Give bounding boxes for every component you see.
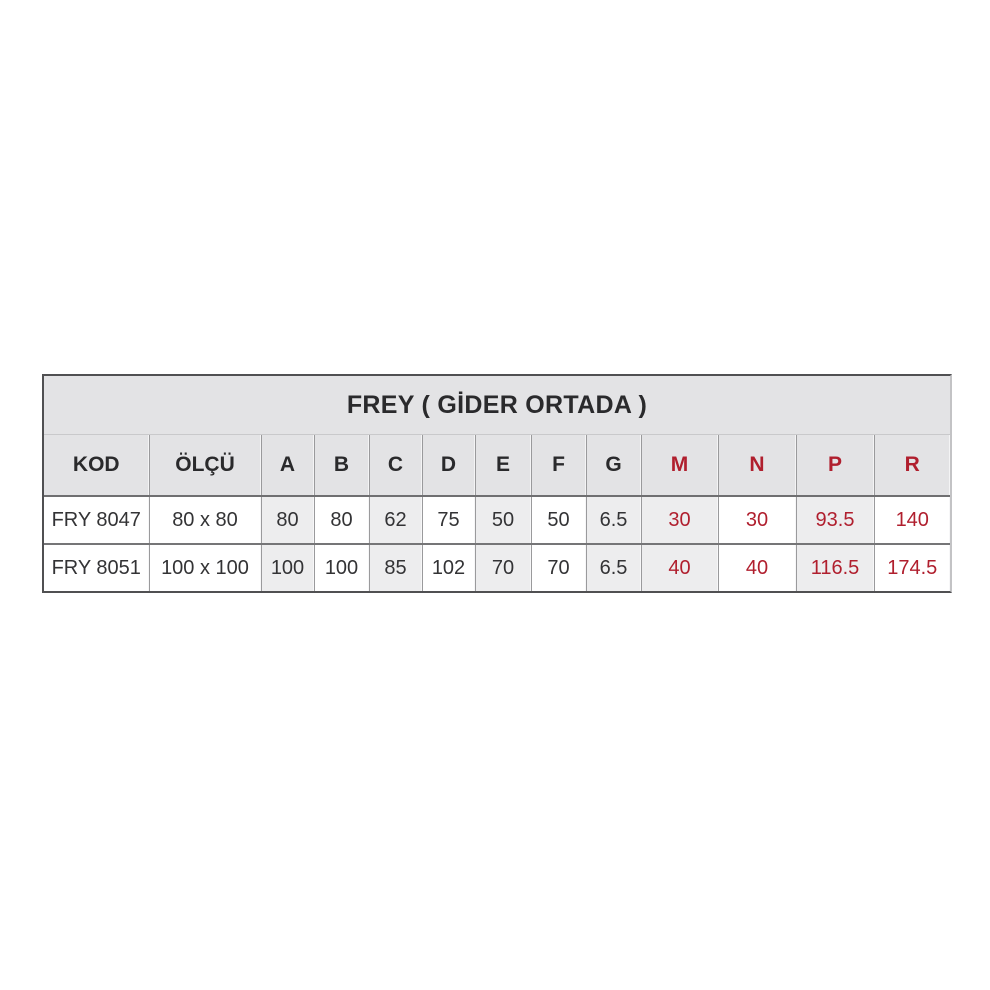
column-header-g: G	[586, 435, 641, 496]
cell-m: 30	[641, 496, 718, 544]
cell-f: 50	[531, 496, 586, 544]
cell-d: 102	[422, 544, 475, 591]
column-header-kod: KOD	[44, 435, 149, 496]
table-row-fry-8051	[44, 544, 950, 591]
column-header-m: M	[641, 435, 718, 496]
header-row	[44, 435, 950, 496]
cell-b: 80	[314, 496, 369, 544]
cell-kod: FRY 8047	[44, 496, 149, 544]
table-row-fry-8047	[44, 496, 950, 544]
cell-p: 116.5	[796, 544, 874, 591]
column-header-d: D	[422, 435, 475, 496]
column-header-r: R	[874, 435, 950, 496]
column-header-p: P	[796, 435, 874, 496]
column-header-c: C	[369, 435, 422, 496]
column-header-f: F	[531, 435, 586, 496]
cell-kod: FRY 8051	[44, 544, 149, 591]
cell-n: 40	[718, 544, 796, 591]
cell-g: 6.5	[586, 496, 641, 544]
table-title: FREY ( GİDER ORTADA )	[44, 376, 950, 435]
cell-m: 40	[641, 544, 718, 591]
cell-e: 50	[475, 496, 531, 544]
cell-b: 100	[314, 544, 369, 591]
cell-c: 62	[369, 496, 422, 544]
cell-p: 93.5	[796, 496, 874, 544]
cell-r: 174.5	[874, 544, 950, 591]
cell-a: 80	[261, 496, 314, 544]
column-header-a: A	[261, 435, 314, 496]
cell-c: 85	[369, 544, 422, 591]
cell-a: 100	[261, 544, 314, 591]
column-header-n: N	[718, 435, 796, 496]
spec-grid	[44, 435, 950, 591]
cell-f: 70	[531, 544, 586, 591]
cell-e: 70	[475, 544, 531, 591]
column-header-e: E	[475, 435, 531, 496]
cell-d: 75	[422, 496, 475, 544]
cell-olcu: 100 x 100	[149, 544, 261, 591]
column-header-olcu: ÖLÇÜ	[149, 435, 261, 496]
column-header-b: B	[314, 435, 369, 496]
product-spec-table	[42, 374, 952, 593]
cell-n: 30	[718, 496, 796, 544]
cell-g: 6.5	[586, 544, 641, 591]
cell-olcu: 80 x 80	[149, 496, 261, 544]
cell-r: 140	[874, 496, 950, 544]
